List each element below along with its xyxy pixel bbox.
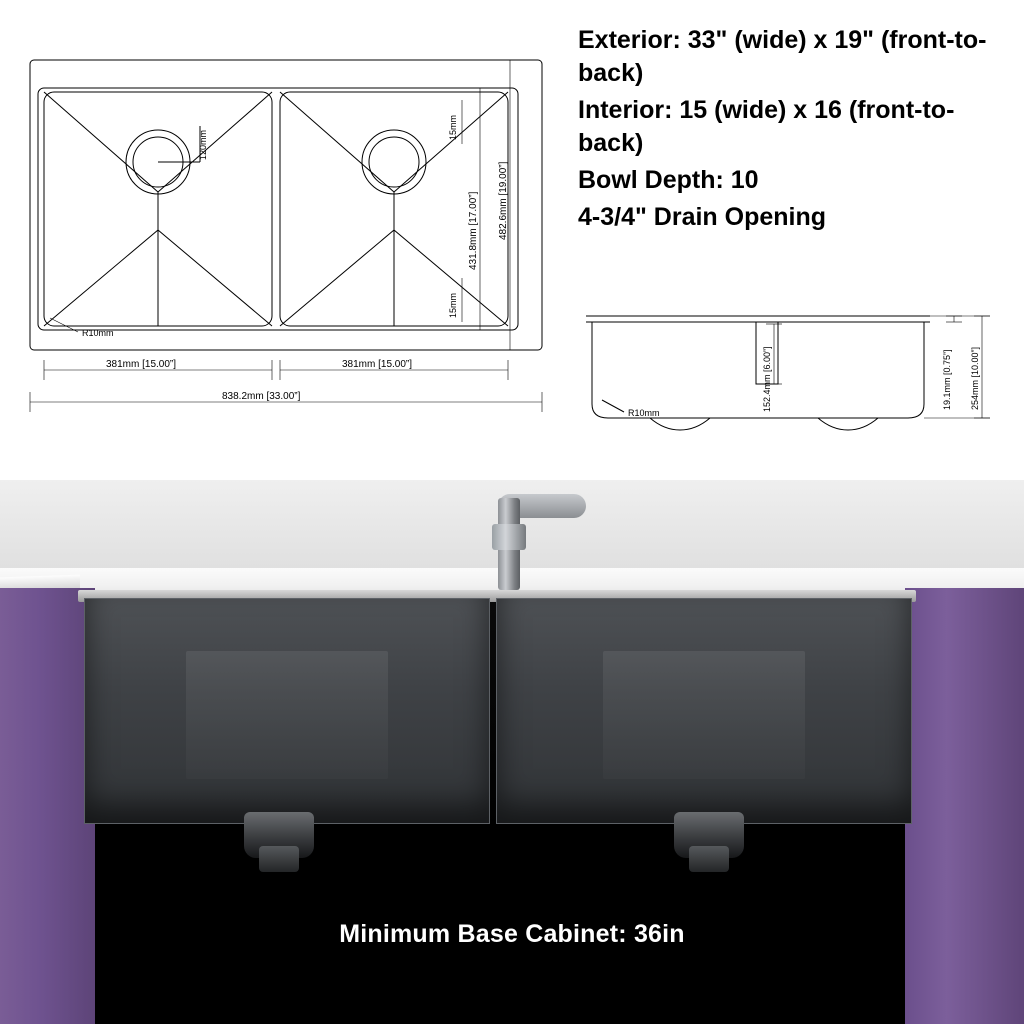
sink-bowl-right xyxy=(496,598,912,824)
spec-line-interior: Interior: 15 (wide) x 16 (front-to-back) xyxy=(578,96,955,157)
cabinet-left xyxy=(0,588,95,1024)
spec-line-bowl-depth: Bowl Depth: 10 xyxy=(578,166,759,194)
sink-side-view-drawing xyxy=(578,300,1018,450)
sink-bowl-left-panel xyxy=(186,651,388,779)
spec-line-drain-opening: 4-3/4" Drain Opening xyxy=(578,203,827,231)
specifications-text-block xyxy=(578,24,998,238)
plan-label-drain-left: 120mm xyxy=(198,129,208,160)
plan-label-corner-right-bottom: 15mm xyxy=(448,292,458,318)
sink-plan-view-drawing xyxy=(10,40,570,440)
installation-photo xyxy=(0,480,1024,1024)
plan-label-bowl-left-width: 381mm [15.00”] xyxy=(106,359,177,370)
minimum-base-cabinet-caption: Minimum Base Cabinet: 36in xyxy=(339,920,685,948)
drain-left xyxy=(244,812,314,858)
plan-label-radius: R10mm xyxy=(82,328,114,338)
plan-label-corner-right-top: 15mm xyxy=(448,114,458,140)
side-label-bowl-depth: 254mm [10.00”] xyxy=(970,346,980,410)
spec-line-exterior: Exterior: 33" (wide) x 19" (front-to-back) xyxy=(578,26,987,87)
plan-label-inner-depth: 431.8mm [17.00”] xyxy=(468,191,479,270)
drain-right-neck xyxy=(689,846,729,872)
plan-label-overall-depth: 482.6mm [19.00”] xyxy=(498,161,509,240)
cabinet-right xyxy=(905,588,1024,1024)
sink-underside xyxy=(84,598,910,838)
technical-drawing-section xyxy=(0,0,1024,480)
plan-label-overall-width: 838.2mm [33.00”] xyxy=(222,391,301,402)
sink-bowl-right-panel xyxy=(603,651,805,779)
side-label-radius: R10mm xyxy=(628,408,660,418)
side-label-divider-height: 152.4mm [6.00”] xyxy=(762,346,772,412)
drain-left-neck xyxy=(259,846,299,872)
plan-label-bowl-right-width: 381mm [15.00”] xyxy=(342,359,413,370)
sink-bowl-left xyxy=(84,598,490,824)
drain-right xyxy=(674,812,744,858)
side-label-lip-height: 19.1mm [0.75”] xyxy=(942,349,952,410)
faucet-joint xyxy=(492,524,526,550)
